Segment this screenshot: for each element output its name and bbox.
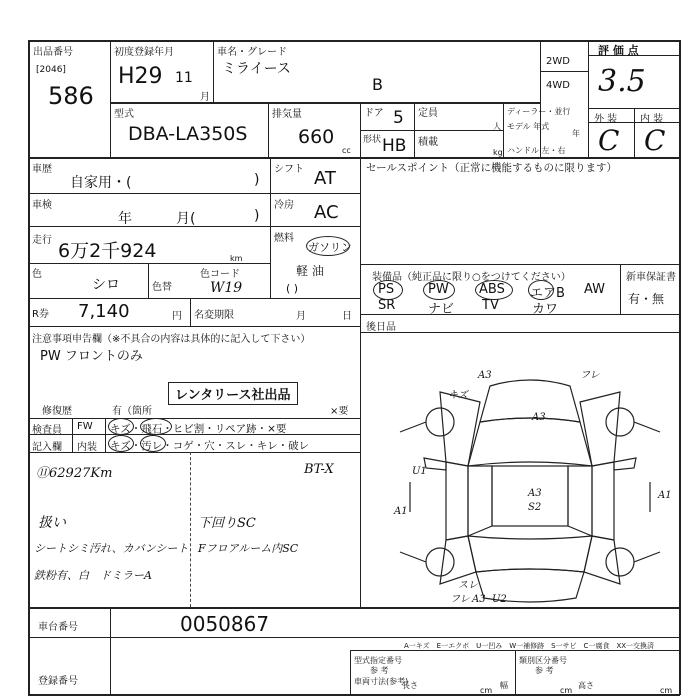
hw-l1: 扱い <box>38 515 66 531</box>
repaint-label: 色替 <box>152 282 172 293</box>
vline <box>213 40 214 102</box>
car-name: ミライース <box>222 61 291 77</box>
warranty-value: 有・無 <box>628 292 665 306</box>
after-install-label: 後日品 <box>366 322 396 333</box>
hw-l2: シートシミ汚れ、カバンシート <box>34 542 189 555</box>
repair-close: ×要 <box>330 406 349 417</box>
model-label: 型式 <box>114 109 134 120</box>
fw-items: キズ・飛石・ヒビ割・リペア跡・×要 <box>110 423 287 435</box>
displacement-value: 660 <box>298 126 335 148</box>
handle: ハンドル 左・右 <box>507 146 566 155</box>
class-label: 類別区分番号 <box>519 656 567 665</box>
inspection-label: 車検 <box>32 200 52 211</box>
rating-ext-label: 外 装 <box>594 114 618 125</box>
first-reg-month: 11 <box>175 70 193 86</box>
fuel-value: ガソリン <box>308 241 352 254</box>
car-damage-diagram <box>380 362 680 610</box>
color-label: 色 <box>32 269 42 280</box>
model-designation-ref: 参 考 <box>370 666 389 675</box>
equip-sr: SR <box>378 298 396 313</box>
hline <box>28 263 270 264</box>
int-circle <box>108 435 134 452</box>
hline <box>28 298 360 299</box>
fw-circle <box>108 418 134 435</box>
chassis-value: 0050867 <box>180 612 270 636</box>
equipment-label: 装備品（純正品に限り○をつけてください） <box>372 272 571 283</box>
color-value: シロ <box>92 277 120 293</box>
hw-odo: ⑪62927Km <box>36 466 113 481</box>
car-name-label: 車名・グレード <box>217 47 287 58</box>
doors-label: ドア <box>364 108 384 119</box>
dim-width-unit: cm <box>560 686 573 695</box>
rating-ext: C <box>598 124 620 157</box>
vline <box>110 40 111 157</box>
vline <box>72 418 73 452</box>
aircon-value: AC <box>314 202 339 223</box>
equip-circle <box>475 280 513 300</box>
dmg-kizu: キズ <box>448 390 468 401</box>
displacement-unit: cc <box>342 146 351 155</box>
vline <box>540 40 541 157</box>
fuel-paren: ( ) <box>286 282 299 295</box>
vline <box>620 264 621 314</box>
drive-2wd: 2WD <box>546 56 570 67</box>
hline <box>360 130 503 131</box>
fw-label: FW <box>77 421 93 432</box>
dmg-a1-left: A1 <box>394 506 408 517</box>
shape-label: 形状 <box>363 135 382 145</box>
chassis-label: 車台番号 <box>38 622 78 633</box>
sales-point-label: セールスポイント（正常に機能するものに限ります） <box>366 162 618 174</box>
dmg-a3-hood: A3 <box>532 412 546 423</box>
hline <box>360 332 680 333</box>
doors-value: 5 <box>393 108 404 128</box>
lot-number: 586 <box>48 82 94 110</box>
model-year-label: モデル 年式 <box>507 122 550 131</box>
equip-circle <box>423 280 455 300</box>
mileage-value: 6万2千924 <box>58 240 157 262</box>
model-designation-label: 型式指定番号 <box>354 656 402 665</box>
aircon-label: 冷房 <box>274 200 294 211</box>
vline <box>360 157 361 607</box>
dmg-a1-right: A1 <box>658 490 672 501</box>
name-change-day: 日 <box>342 311 352 322</box>
equip-circle <box>528 280 554 300</box>
dmg-u2: U2 <box>492 594 507 605</box>
recycle-label: R券 <box>32 309 49 320</box>
rating-int: C <box>644 124 666 157</box>
dmg-a3-top: A3 <box>478 370 492 381</box>
car-grade: B <box>372 75 383 94</box>
vline <box>588 40 589 157</box>
outer-top <box>28 40 680 42</box>
hline <box>28 326 360 327</box>
dim-length: 長さ <box>402 681 418 690</box>
rental-stamp: レンタリース社出品 <box>168 382 298 405</box>
hline <box>360 314 680 315</box>
recycle-unit: 円 <box>172 311 182 322</box>
vline <box>350 650 351 694</box>
first-reg-label: 初度登録年月 <box>114 47 174 58</box>
outer-bottom <box>28 694 680 696</box>
color-code: W19 <box>210 280 243 296</box>
fuel-diesel: 軽 油 <box>296 264 324 278</box>
hline <box>28 637 680 638</box>
mileage-label: 走行 <box>32 235 52 246</box>
vline <box>515 650 516 694</box>
vline <box>148 263 149 298</box>
dmg-u1: U1 <box>412 466 427 477</box>
shift-value: AT <box>314 168 336 189</box>
warranty-label: 新車保証書 <box>626 272 676 283</box>
equip-navi: ナビ <box>428 302 455 317</box>
equip-pw: PW <box>428 282 449 297</box>
name-change-month: 月 <box>296 311 306 322</box>
hline <box>110 102 540 104</box>
fw-circle <box>140 418 172 435</box>
hline <box>28 157 680 159</box>
vline <box>190 298 191 326</box>
dim-length-unit: cm <box>480 686 493 695</box>
capacity-unit: 人 <box>493 122 501 131</box>
vline <box>503 102 504 157</box>
hline <box>28 193 360 194</box>
rating-int-label: 内 装 <box>640 114 664 125</box>
recycle-value: 7,140 <box>78 301 130 322</box>
inspector-row2-label: 記入欄 <box>32 442 62 453</box>
capacity-label: 定員 <box>418 108 438 119</box>
vline <box>268 102 269 157</box>
equip-ps: PS <box>378 282 395 297</box>
vline-dashed <box>190 452 192 607</box>
notes-line1: PW フロントのみ <box>40 349 143 364</box>
hw-l3: 鉄粉有、白 ドミラーA <box>34 569 152 582</box>
dmg-fure-top: フレ <box>580 370 600 381</box>
load-unit: kg <box>493 148 503 157</box>
equip-tv: TV <box>482 298 499 313</box>
repair-label: 修復歴 <box>42 406 72 417</box>
inspection-close: ) <box>254 208 260 224</box>
inspection-month: 月( <box>176 211 196 227</box>
fuel-label: 燃料 <box>274 233 294 244</box>
vline <box>270 157 271 298</box>
year-unit: 年 <box>572 129 580 138</box>
dmg-a3-roof: A3 <box>528 488 542 499</box>
repair-value: 有（箇所 <box>112 406 152 417</box>
int-circle <box>140 435 166 452</box>
rating-score: 3.5 <box>598 64 646 99</box>
notes-label: 注意事項申告欄（※不具合の内容は具体的に記入して下さい） <box>32 334 311 345</box>
equip-abs: ABS <box>479 282 505 297</box>
hline <box>540 71 588 72</box>
hw-r1: 下回りSC <box>198 516 256 531</box>
first-reg-month-unit: 月 <box>200 92 210 103</box>
dim-height: 高さ <box>578 681 594 690</box>
dealer-label: ディーラー・並行 <box>507 107 571 116</box>
vline <box>110 607 111 694</box>
dmg-s2-roof: S2 <box>528 502 542 513</box>
hline <box>360 264 680 265</box>
inspection-year: 年 <box>118 211 132 227</box>
outer-left <box>28 40 30 695</box>
vline <box>634 108 635 157</box>
shift-label: シフト <box>274 164 304 175</box>
int-items: キズ・汚レ・コゲ・穴・スレ・キレ・破レ <box>110 440 310 452</box>
drive-4wd: 4WD <box>546 80 570 91</box>
history-close: ) <box>254 172 260 188</box>
lot-small: [2046] <box>36 65 66 75</box>
name-change-label: 名変期限 <box>194 310 234 321</box>
dmg-sure: スレ <box>458 580 478 591</box>
vline <box>105 418 106 452</box>
damage-legend: A一キズ E一エクボ U一凹み W一補修跡 S一サビ C一腐食 XX一交換済 <box>404 642 655 650</box>
history-value: 自家用・( <box>70 175 132 191</box>
inspector-row1-label: 検査員 <box>32 425 62 436</box>
model-value: DBA-LA350S <box>128 123 248 145</box>
hw-bt: BT-X <box>304 462 334 477</box>
dmg-a3-bottom: A3 <box>472 594 486 605</box>
shape-value: HB <box>382 136 407 156</box>
dim-height-unit: cm <box>660 686 673 695</box>
dmg-fure-bottom: フレ <box>450 594 470 605</box>
equip-leather: カワ <box>532 302 559 317</box>
load-label: 積載 <box>418 137 438 148</box>
hw-r2: Fフロアルーム内SC <box>198 542 299 555</box>
reg-label: 登録番号 <box>38 676 78 687</box>
displacement-label: 排気量 <box>272 109 302 120</box>
class-ref: 参 考 <box>535 666 554 675</box>
mileage-unit: km <box>230 254 243 263</box>
equip-aw: AW <box>584 282 606 297</box>
dimensions-label: 車両寸法(参考) <box>354 677 409 686</box>
hline <box>28 418 360 419</box>
history-label: 車歴 <box>32 164 52 175</box>
lot-label: 出品番号 <box>33 47 73 58</box>
int-label: 内装 <box>77 442 97 453</box>
color-code-label: 色コード <box>200 269 240 280</box>
equip-circle <box>373 280 403 300</box>
dim-width: 幅 <box>500 681 508 690</box>
rating-label: 評 価 点 <box>598 44 639 57</box>
equip-airbag: エアB <box>530 286 565 301</box>
first-reg-year: H29 <box>118 64 163 89</box>
